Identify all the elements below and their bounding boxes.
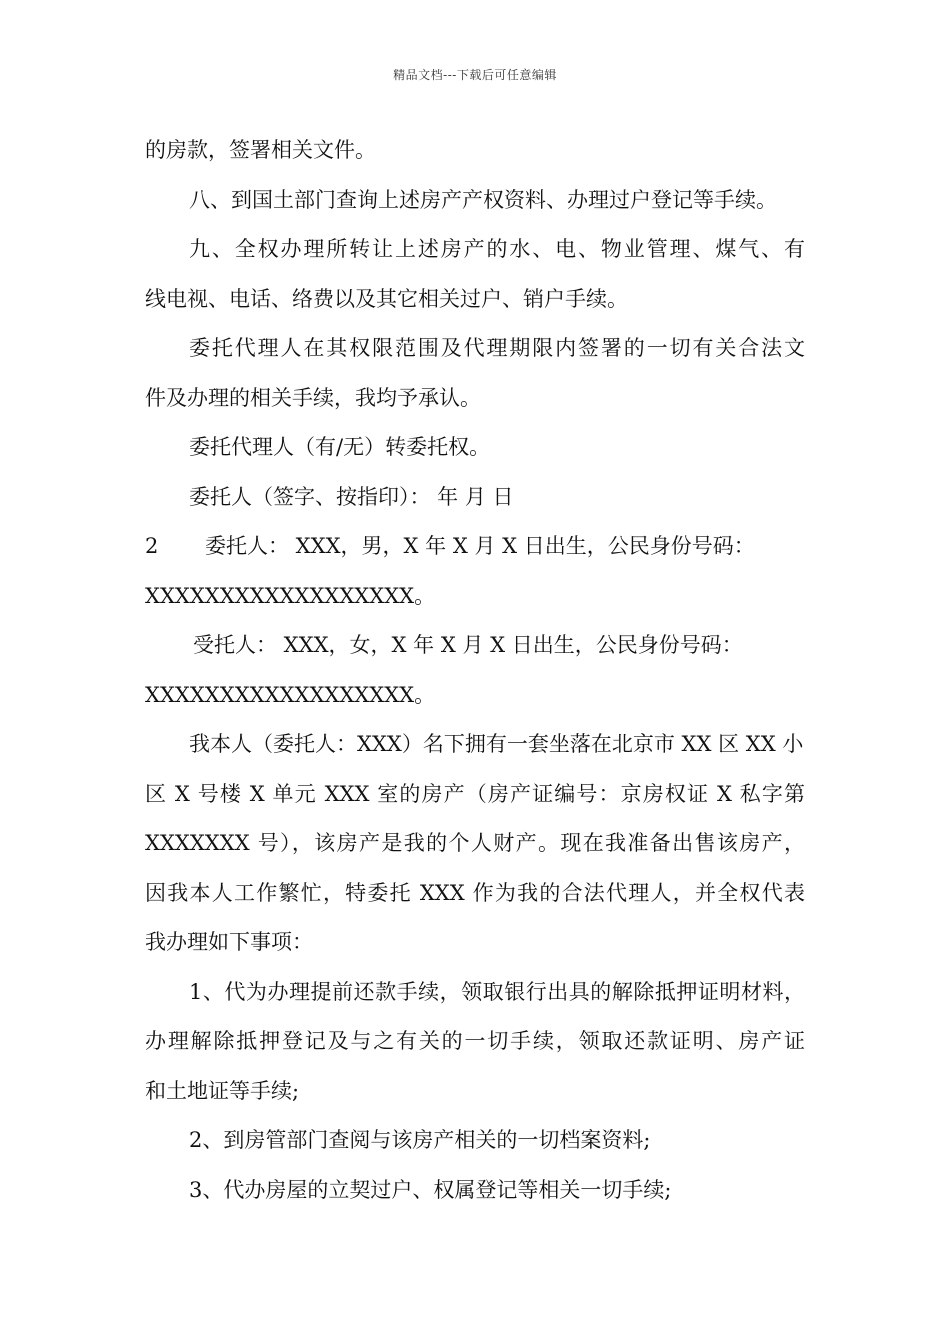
section-line <box>145 522 805 572</box>
paragraph-line: 八、到国土部门查询上述房产产权资料、办理过户登记等手续。 <box>189 187 777 212</box>
paragraph-line: 区 X 号楼 X 单元 XXX 室的房产（房产证编号：京房权证 X 私字第 <box>145 781 805 806</box>
paragraph-line: 委托人（签字、按指印）： 年 月 日 <box>189 484 514 509</box>
paragraph-line: 委托代理人在其权限范围及代理期限内签署的一切有关合法文 <box>189 336 805 360</box>
paragraph-line: 件及办理的相关手续，我均予承认。 <box>145 385 481 410</box>
paragraph-line: 受托人： XXX，女，X 年 X 月 X 日出生，公民身份号码： <box>193 633 743 657</box>
paragraph-line: 的房款，签署相关文件。 <box>145 138 376 162</box>
paragraph-line: 我本人（委托人：XXX）名下拥有一套坐落在北京市 XX 区 XX 小 <box>189 732 804 756</box>
paragraph-line: XXXXXXX 号），该房产是我的个人财产。现在我准备出售该房产， <box>145 831 805 855</box>
paragraph-line: XXXXXXXXXXXXXXXXXX。 <box>145 682 436 707</box>
paragraph-line: 我办理如下事项： <box>145 930 313 954</box>
paragraph-line: 办理解除抵押登记及与之有关的一切手续，领取还款证明、房产证 <box>145 1029 805 1053</box>
paragraph-line: 委托人： XXX，男，X 年 X 月 X 日出生，公民身份号码： <box>205 534 755 558</box>
section-number: 2 <box>145 534 159 558</box>
paragraph-line: XXXXXXXXXXXXXXXXXX。 <box>145 583 436 608</box>
document-body <box>145 126 805 1215</box>
paragraph-line: 和土地证等手续; <box>145 1078 300 1103</box>
paragraph-line: 1、代为办理提前还款手续，领取银行出具的解除抵押证明材料， <box>189 979 805 1004</box>
paragraph-line: 2、到房管部门查阅与该房产相关的一切档案资料; <box>189 1128 651 1152</box>
paragraph-line: 委托代理人（有/无）转委托权。 <box>189 435 491 459</box>
paragraph-line: 线电视、电话、络费以及其它相关过户、销户手续。 <box>145 286 628 311</box>
paragraph-line: 九、全权办理所转让上述房产的水、电、物业管理、煤气、有 <box>189 237 805 261</box>
page-header: 精品文档---下载后可任意编辑 <box>393 68 557 82</box>
paragraph-line: 3、代办房屋的立契过户、权属登记等相关一切手续; <box>189 1177 672 1202</box>
paragraph-line: 因我本人工作繁忙，特委托 XXX 作为我的合法代理人，并全权代表 <box>145 880 805 905</box>
